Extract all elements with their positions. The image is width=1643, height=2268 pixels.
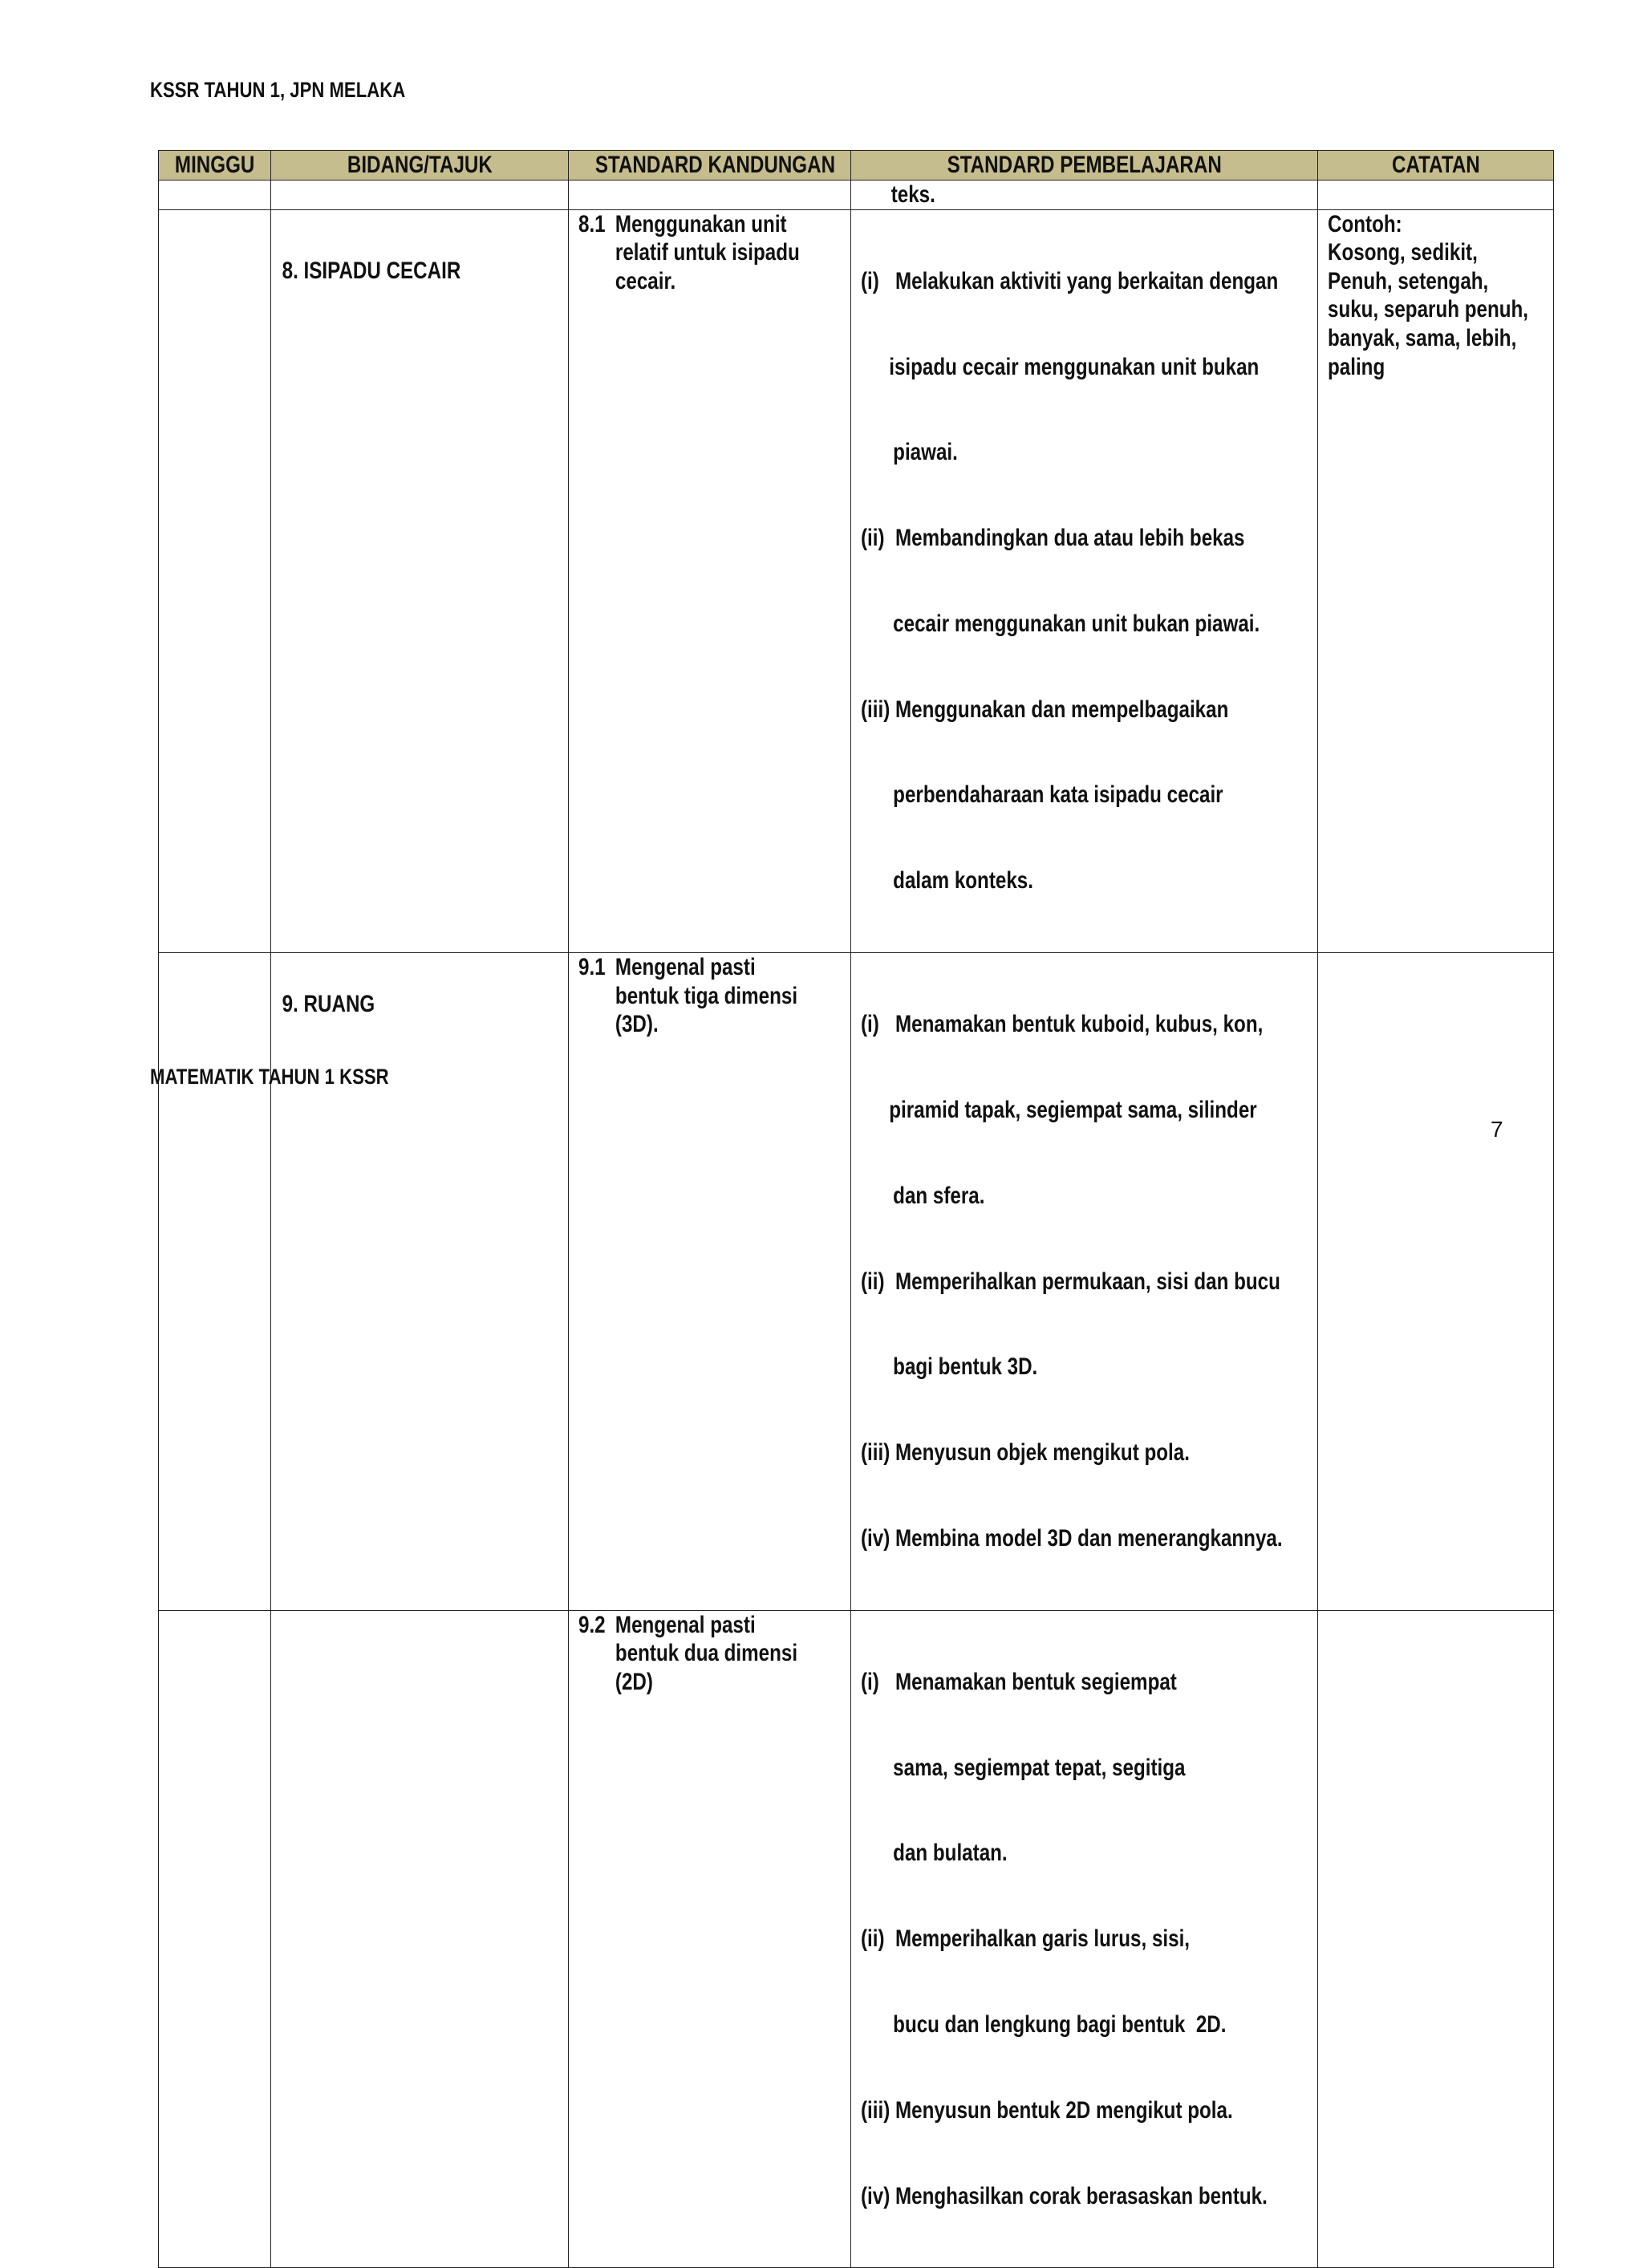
sp-line: (iii) Menyusun bentuk 2D mengikut pola. (861, 2096, 1233, 2124)
minggu-cell (159, 953, 271, 1611)
bidang-cell (271, 209, 569, 952)
sp-line: (iv) Menghasilkan corak berasaskan bentuk. (861, 2182, 1268, 2209)
sp-line: piawai. (893, 439, 958, 466)
sp-line: (i) Menamakan bentuk segiempat (861, 1668, 1177, 1695)
catatan-line: suku, separuh penuh, (1328, 296, 1529, 323)
sp-line: (i) Melakukan aktiviti yang berkaitan dengan (861, 267, 1279, 294)
header-minggu: MINGGU (159, 151, 271, 181)
sp-cell (851, 181, 1318, 210)
catatan-line: banyak, sama, lebih, (1328, 324, 1517, 351)
header-catatan: CATATAN (1318, 151, 1554, 181)
sk-line: (3D). (615, 1011, 659, 1038)
sk-line: Mengenal pasti (615, 954, 756, 981)
table-row (159, 953, 1554, 1611)
sp-line: dalam konteks. (893, 867, 1033, 895)
catatan-line: paling (1328, 353, 1385, 380)
sk-line: Menggunakan unit (615, 210, 787, 237)
sk-cell (569, 181, 851, 210)
sp-line: sama, segiempat tepat, segitiga (893, 1754, 1186, 1781)
sk-line: relatif untuk isipadu (615, 239, 800, 266)
sp-line: perbendaharaan kata isipadu cecair (893, 781, 1223, 809)
topic-title: 8. ISIPADU CECAIR (282, 257, 461, 284)
table-row (159, 1610, 1554, 2268)
sp-line: (iii) Menggunakan dan mempelbagaikan (861, 696, 1229, 723)
table-header-row (159, 151, 1554, 181)
sp-line: (iii) Menyusun objek mengikut pola. (861, 1439, 1190, 1467)
catatan-cell (1318, 181, 1554, 210)
catatan-line: Penuh, setengah, (1328, 267, 1489, 294)
header-bidang-tajuk: BIDANG/TAJUK (271, 151, 569, 181)
table-row (159, 209, 1554, 952)
sp-line: (i) Menamakan bentuk kuboid, kubus, kon, (861, 1011, 1264, 1038)
sk-cell (569, 953, 851, 1611)
table-row (159, 181, 1554, 210)
bidang-cell (271, 1610, 569, 2268)
page-header: KSSR TAHUN 1, JPN MELAKA (150, 78, 406, 102)
page-footer: MATEMATIK TAHUN 1 KSSR (150, 1065, 389, 1089)
sk-cell (569, 1610, 851, 2268)
sp-continuation-text: teks. (890, 181, 935, 208)
sk-number: 8.1 (578, 210, 606, 237)
sp-line: (ii) Memperihalkan garis lurus, sisi, (861, 1925, 1191, 1953)
curriculum-table (158, 150, 1554, 2268)
sk-line: Mengenal pasti (615, 1611, 756, 1638)
header-standard-kandungan: STANDARD KANDUNGAN (569, 151, 851, 181)
sp-line: bagi bentuk 3D. (893, 1353, 1038, 1381)
sp-line: isipadu cecair menggunakan unit bukan (889, 353, 1260, 380)
catatan-line: Kosong, sedikit, (1328, 239, 1478, 266)
sk-number: 9.2 (578, 1611, 606, 1638)
minggu-cell (159, 181, 271, 210)
sp-line: dan bulatan. (893, 1840, 1008, 1867)
sk-line: bentuk dua dimensi (615, 1640, 798, 1667)
minggu-cell (159, 209, 271, 952)
header-standard-pembelajaran: STANDARD PEMBELAJARAN (851, 151, 1318, 181)
sp-line: (ii) Memperihalkan permukaan, sisi dan bucu (861, 1268, 1280, 1295)
sp-line: piramid tapak, segiempat sama, silinder (889, 1097, 1257, 1123)
sp-line: cecair menggunakan unit bukan piawai. (893, 610, 1260, 637)
sp-cell (851, 953, 1318, 1611)
page-number: 7 (1491, 1117, 1503, 1142)
catatan-cell (1318, 1610, 1554, 2268)
sp-cell (851, 209, 1318, 952)
catatan-cell (1318, 953, 1554, 1611)
sk-line: cecair. (615, 267, 676, 294)
sp-line: bucu dan lengkung bagi bentuk 2D. (893, 2011, 1227, 2038)
sk-line: (2D) (615, 1668, 653, 1695)
sk-number: 9.1 (578, 954, 606, 981)
sp-line: dan sfera. (893, 1182, 985, 1209)
sp-cell (851, 1610, 1318, 2268)
sk-cell (569, 209, 851, 952)
catatan-line: Contoh: (1328, 210, 1402, 237)
sp-line: (iv) Membina model 3D dan menerangkannya. (861, 1524, 1283, 1552)
minggu-cell (159, 1610, 271, 2268)
sk-line: bentuk tiga dimensi (615, 982, 798, 1009)
bidang-cell (271, 181, 569, 210)
catatan-cell (1318, 209, 1554, 952)
sp-line: (ii) Membandingkan dua atau lebih bekas (861, 525, 1245, 552)
bidang-cell (271, 953, 569, 1611)
topic-title: 9. RUANG (282, 991, 375, 1018)
